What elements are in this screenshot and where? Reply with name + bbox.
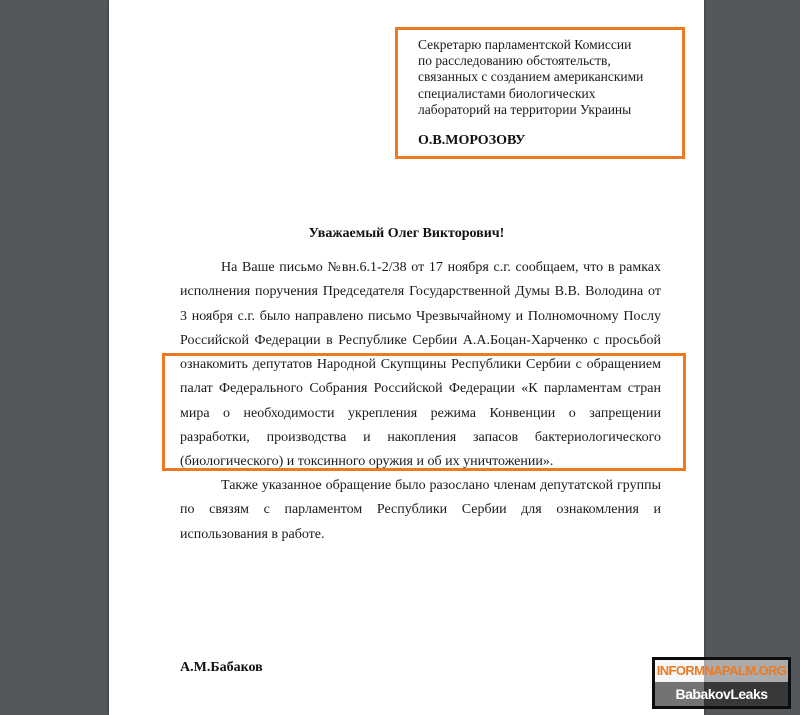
paragraph-line: (биологического) и токсинного оружия и об их уничтожении».	[180, 454, 554, 470]
addressee-line: Секретарю парламентской Комиссии	[418, 37, 632, 52]
document-page	[109, 0, 704, 715]
addressee-line: специалистами биологических	[418, 85, 596, 101]
addressee-name: О.В.МОРОЗОВУ	[418, 133, 526, 148]
watermark-badge	[652, 657, 791, 709]
paragraph-line: исполнения поручения Председателя Государственной Думы В.В. Володина от	[180, 284, 661, 300]
paragraph-line: ознакомить депутатов Народной Скупщины Республики Сербии с обращением	[180, 357, 661, 373]
addressee-line: связанных с созданием американскими	[418, 69, 644, 85]
watermark-tag: BabakovLeaks	[655, 682, 788, 706]
paragraph-line: разработки, производства и накопления запасов бактериологического	[180, 430, 661, 446]
quote-highlight-box	[162, 353, 686, 471]
addressee-block	[418, 37, 688, 118]
addressee-line: по расследованию обстоятельств,	[418, 53, 611, 69]
watermark-site: INFORMNAPALM.ORG	[655, 660, 788, 682]
paragraph-line: Российской Федерации в Республике Сербии А.А.Боцан-Харченко с просьбой	[180, 332, 661, 348]
addressee-line: лабораторий на территории Украины	[418, 101, 632, 117]
paragraph-line: использования в работе.	[180, 526, 325, 542]
paragraph-line: мира о необходимости укрепления режима Конвенции о запрещении	[180, 405, 661, 421]
paragraph-line: Также указанное обращение было разослано членам депутатской группы	[221, 478, 661, 493]
paragraph-line: палат Федерального Собрания Российской Федерации «К парламентам стран	[180, 381, 661, 397]
signature: А.М.Бабаков	[180, 660, 263, 675]
salutation: Уважаемый Олег Викторович!	[308, 226, 505, 241]
paragraph-2	[180, 474, 661, 547]
paragraph-line: 3 ноября с.г. было направлено письмо Чрезвычайному и Полномочному Послу	[180, 308, 661, 324]
paragraph-line: по связям с парламентом Республики Сербии для ознакомления и	[180, 502, 661, 518]
paragraph-line: На Ваше письмо №вн.6.1-2/38 от 17 ноября с.г. сообщаем, что в рамках	[221, 260, 661, 275]
